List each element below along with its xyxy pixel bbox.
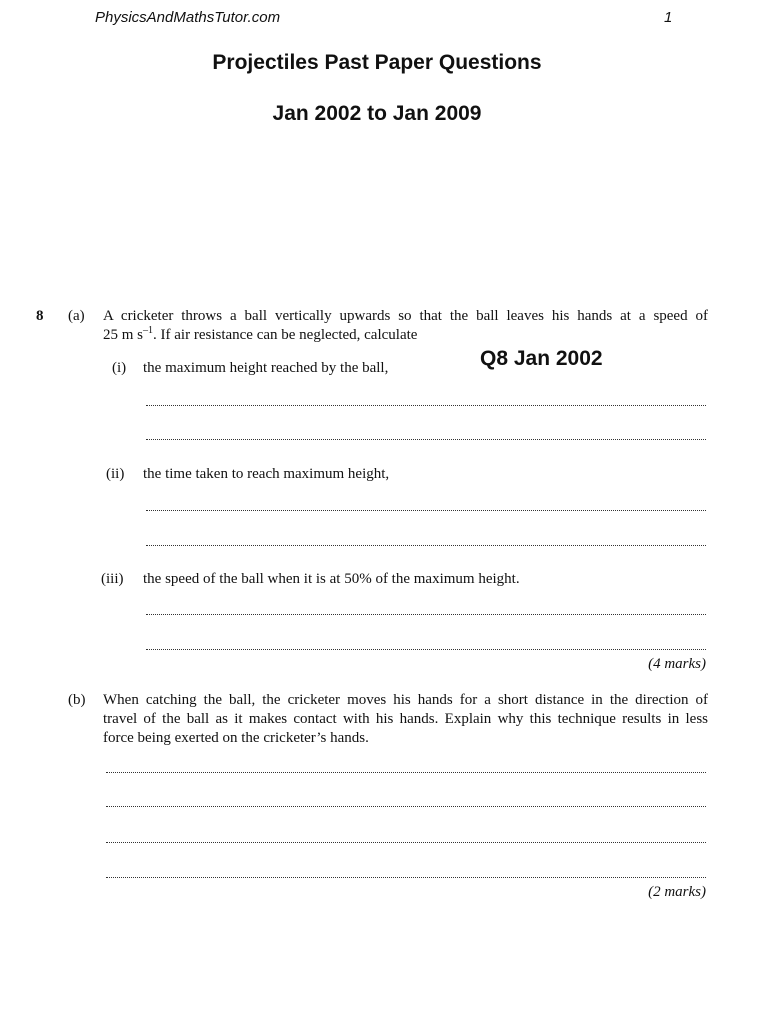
sub-ii-label: (ii) [106,466,125,482]
part-a-line-2-rest: . If air resistance can be neglected, calculate [153,327,418,343]
part-b-label: (b) [68,692,86,708]
answer-line[interactable] [146,649,706,650]
date-range-title: Jan 2002 to Jan 2009 [272,102,482,125]
part-a-question-text [103,307,708,345]
part-b-line-3: force being exerted on the cricketer’s hands. [103,730,369,746]
unit-exponent: –1 [143,325,154,336]
answer-line[interactable] [146,510,706,511]
part-b-line-1: When catching the ball, the cricketer moves his hands for a short distance in the direction of [103,692,708,708]
question-reference-stamp: Q8 Jan 2002 [480,347,603,370]
sub-i-label: (i) [112,360,127,376]
sub-iii-label: (iii) [101,571,124,587]
speed-value: 25 m s [103,327,144,343]
sub-ii-text: the time taken to reach maximum height, [143,466,390,482]
part-a-line-1: A cricketer throws a ball vertically upwards so that the ball leaves his hands at a speed of [103,308,708,324]
page-number: 1 [664,9,673,26]
answer-line[interactable] [146,439,706,440]
answer-line[interactable] [146,545,706,546]
sub-i-text: the maximum height reached by the ball, [143,360,389,376]
answer-line[interactable] [106,772,706,773]
answer-line[interactable] [106,806,706,807]
part-a-label: (a) [68,308,85,324]
document-title: Projectiles Past Paper Questions [212,51,542,74]
part-b-marks: (2 marks) [648,884,706,900]
answer-line[interactable] [146,405,706,406]
answer-line[interactable] [146,614,706,615]
part-a-marks: (4 marks) [648,656,706,672]
part-b-line-2: travel of the ball as it makes contact with his hands. Explain why this technique results in less [103,711,708,727]
part-b-question-text [103,691,708,748]
site-header: PhysicsAndMathsTutor.com [95,9,281,26]
sub-iii-text: the speed of the ball when it is at 50% of the maximum height. [143,571,520,587]
question-number: 8 [36,308,44,324]
part-a-line-2 [103,326,708,345]
answer-line[interactable] [106,877,706,878]
answer-line[interactable] [106,842,706,843]
